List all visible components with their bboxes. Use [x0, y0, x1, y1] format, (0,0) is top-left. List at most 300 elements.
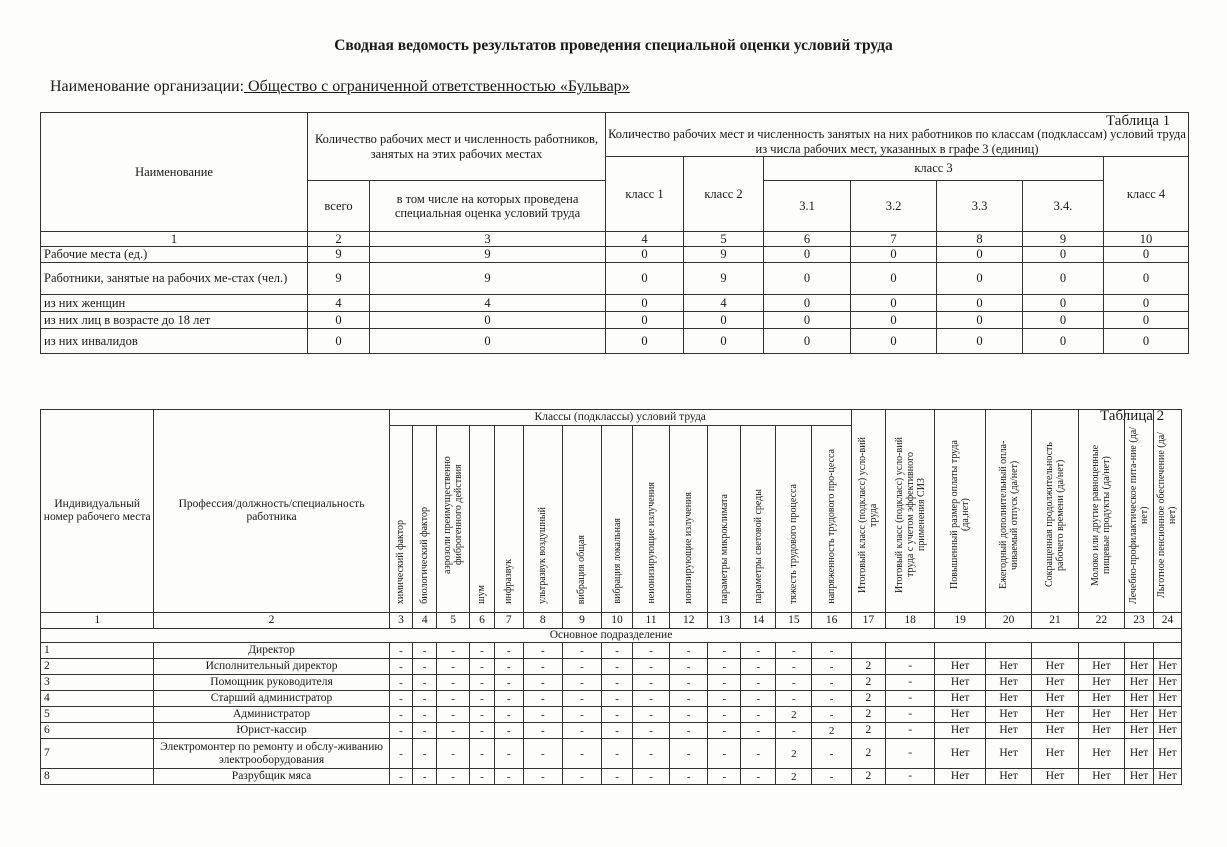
t1-row-name: из них женщин [41, 294, 308, 311]
t2-factor-cell: - [633, 739, 670, 769]
t2-factor-cell: - [437, 739, 470, 769]
t2-factor-cell: - [523, 675, 562, 691]
t2-header-final-class-siz: Итоговый класс (подкласс) усло-вий труда с учетом эффективного применения СИЗ [885, 410, 935, 613]
t2-row [41, 643, 1182, 659]
t2-benefit-cell: Нет [985, 769, 1031, 785]
t2-factor-cell: - [670, 739, 708, 769]
t2-final-siz-cell [885, 643, 935, 659]
t2-final-siz-cell: - [885, 769, 935, 785]
t2-factor-cell: - [523, 643, 562, 659]
t2-header-factor [470, 426, 495, 613]
page-title: Сводная ведомость результатов проведения специальной оценки условий труда [334, 37, 893, 54]
t2-factor-cell: - [494, 739, 523, 769]
t2-factor-cell: - [741, 769, 776, 785]
t2-factor-cell: 2 [776, 739, 812, 769]
t2-factor-cell: 2 [812, 723, 851, 739]
t2-header-factor [523, 426, 562, 613]
t2-factor-cell: - [708, 643, 741, 659]
t2-factor-cell: - [708, 691, 741, 707]
t2-row-id: 3 [41, 675, 154, 691]
t2-factor-cell: - [741, 643, 776, 659]
t2-col-number: 2 [154, 613, 389, 629]
t2-header-factor-label: биологический фактор [419, 507, 431, 604]
t2-final-class-cell: 2 [851, 659, 885, 675]
t2-benefit-cell: Нет [1032, 739, 1078, 769]
t2-col-number: 9 [562, 613, 601, 629]
t1-cell: 0 [370, 328, 606, 353]
t2-header-factor-label: аэрозоли преимущественно фиброгенного действия [442, 456, 465, 574]
t2-factor-cell: 2 [776, 769, 812, 785]
t2-factor-cell: - [633, 675, 670, 691]
t2-factor-cell: - [437, 675, 470, 691]
org-name: Общество с ограниченной ответственностью «Бульвар» [244, 78, 630, 95]
t2-row-id: 8 [41, 769, 154, 785]
t2-factor-cell: - [494, 769, 523, 785]
t2-factor-cell: - [602, 723, 633, 739]
t2-row-profession: Помощник руководителя [154, 675, 389, 691]
t2-benefit-cell: Нет [935, 707, 986, 723]
t2-factor-cell: - [602, 707, 633, 723]
t2-col-number: 23 [1125, 613, 1154, 629]
t2-factor-cell: - [812, 691, 851, 707]
t1-col-number: 10 [1104, 232, 1189, 247]
t1-cell: 9 [684, 247, 764, 262]
t2-col-number: 21 [1032, 613, 1078, 629]
t2-col-number: 8 [523, 613, 562, 629]
t1-cell: 0 [764, 247, 851, 262]
t2-factor-cell: - [708, 769, 741, 785]
t2-header-classes: Классы (подклассы) условий труда [389, 410, 851, 426]
t2-factor-cell: - [741, 707, 776, 723]
t2-factor-cell: - [437, 691, 470, 707]
t2-header-factor [389, 426, 413, 613]
t2-row [41, 723, 1182, 739]
t2-factor-cell: - [602, 691, 633, 707]
t2-factor-cell: - [776, 723, 812, 739]
t2-col-number: 24 [1153, 613, 1181, 629]
t2-header-factor [437, 426, 470, 613]
t2-factor-cell: - [708, 659, 741, 675]
t2-benefit-cell: Нет [1125, 723, 1154, 739]
organization-line [50, 78, 630, 96]
table2-label: Таблица 2 [1100, 408, 1165, 424]
t1-cell: 0 [764, 328, 851, 353]
t2-factor-cell: - [494, 691, 523, 707]
t2-factor-cell: - [523, 739, 562, 769]
t1-col-number: 6 [764, 232, 851, 247]
t2-row [41, 769, 1182, 785]
t2-factor-cell: - [562, 675, 601, 691]
t1-cell: 0 [606, 294, 684, 311]
t2-final-class-cell: 2 [851, 739, 885, 769]
t2-header-factor-label: параметры микроклимата [718, 494, 730, 604]
t1-cell: 9 [308, 247, 370, 262]
t1-cell: 0 [937, 262, 1023, 294]
t2-benefit-cell: Нет [1125, 739, 1154, 769]
t2-factor-cell: - [602, 769, 633, 785]
t2-benefit-cell: Нет [985, 723, 1031, 739]
t2-factor-cell: - [413, 739, 437, 769]
t2-final-class-cell: 2 [851, 675, 885, 691]
t1-cell: 0 [851, 328, 937, 353]
t2-col-number: 12 [670, 613, 708, 629]
t2-benefit-cell: Нет [1125, 707, 1154, 723]
t2-final-siz-cell: - [885, 675, 935, 691]
t1-header-name: Наименование [41, 113, 308, 232]
t2-header-factor-label: вибрация локальная [611, 518, 623, 604]
table1-label: Таблица 1 [1106, 113, 1171, 129]
t2-col-number: 7 [494, 613, 523, 629]
t2-benefit-cell [985, 643, 1031, 659]
t2-factor-cell: - [633, 691, 670, 707]
t2-header-profession: Профессия/должность/специальность работника [154, 410, 389, 613]
t2-header-factor-label: тяжесть трудового процесса [788, 484, 800, 604]
t2-factor-cell: - [708, 739, 741, 769]
t2-benefit-cell: Нет [985, 707, 1031, 723]
t2-header-factor-label: напряженность трудового про-цесса [826, 449, 838, 604]
t2-benefit-cell: Нет [1078, 739, 1124, 769]
t1-cell: 0 [606, 311, 684, 328]
t2-col-number: 14 [741, 613, 776, 629]
t2-final-class-cell: 2 [851, 723, 885, 739]
t2-row [41, 691, 1182, 707]
t2-factor-cell: - [670, 691, 708, 707]
t1-col-number: 8 [937, 232, 1023, 247]
t1-col-number: 1 [41, 232, 308, 247]
t2-final-class-cell: 2 [851, 691, 885, 707]
t2-header-factor-label: шум [476, 585, 488, 604]
t2-col-number: 4 [413, 613, 437, 629]
t1-cell: 0 [684, 328, 764, 353]
t2-col-number: 20 [985, 613, 1031, 629]
t2-factor-cell: - [494, 659, 523, 675]
t2-factor-cell: - [413, 643, 437, 659]
t1-col-number: 7 [851, 232, 937, 247]
t2-factor-cell: - [670, 643, 708, 659]
t2-factor-cell: - [776, 691, 812, 707]
t2-factor-cell: - [670, 769, 708, 785]
t2-row-id: 6 [41, 723, 154, 739]
t2-factor-cell: - [670, 675, 708, 691]
t2-header-factor [776, 426, 812, 613]
t2-col-number: 6 [470, 613, 495, 629]
t2-benefit-cell: Нет [1125, 659, 1154, 675]
t2-row-profession: Администратор [154, 707, 389, 723]
t2-factor-cell: - [437, 769, 470, 785]
t2-benefit-cell: Нет [935, 769, 986, 785]
t2-row-id: 5 [41, 707, 154, 723]
t1-cell: 0 [684, 311, 764, 328]
t1-col-number: 9 [1023, 232, 1104, 247]
t1-header-31: 3.1 [764, 181, 851, 232]
t1-cell: 0 [1104, 262, 1189, 294]
t2-factor-cell: - [562, 643, 601, 659]
t1-cell: 9 [308, 262, 370, 294]
t2-col-number: 10 [602, 613, 633, 629]
t1-cell: 0 [606, 328, 684, 353]
t1-cell: 0 [1023, 311, 1104, 328]
t1-cell: 0 [1104, 294, 1189, 311]
t2-col-number: 22 [1078, 613, 1124, 629]
t1-header-total: всего [308, 181, 370, 232]
t2-row-id: 7 [41, 739, 154, 769]
t2-factor-cell: - [602, 739, 633, 769]
t2-factor-cell: - [389, 739, 413, 769]
t2-benefit-cell: Нет [935, 739, 986, 769]
t2-header-factor [602, 426, 633, 613]
t1-row [41, 247, 1189, 262]
t1-cell: 0 [851, 311, 937, 328]
t1-cell: 0 [1023, 247, 1104, 262]
t2-header-factor [670, 426, 708, 613]
t2-benefit-cell: Нет [1153, 769, 1181, 785]
t2-header-factor-label: инфразвук [503, 559, 515, 604]
t1-row [41, 262, 1189, 294]
t2-header-factor [562, 426, 601, 613]
t2-benefit-cell: Нет [985, 691, 1031, 707]
t1-row [41, 311, 1189, 328]
t2-header-factor-label: параметры световой среды [752, 489, 764, 604]
t1-header-assessed: в том числе на которых проведена специальная оценка условий труда [370, 181, 606, 232]
t2-col-number: 3 [389, 613, 413, 629]
t1-col-number: 3 [370, 232, 606, 247]
t2-factor-cell: - [708, 675, 741, 691]
t2-header-milk: Молоко или другие равноценные пищевые продукты (да/нет) [1078, 410, 1124, 613]
t2-row [41, 739, 1182, 769]
t2-factor-cell: - [470, 643, 495, 659]
t2-factor-cell: - [602, 659, 633, 675]
t1-cell: 0 [851, 262, 937, 294]
t2-row [41, 675, 1182, 691]
t2-benefit-cell: Нет [1032, 769, 1078, 785]
t2-factor-cell: - [413, 691, 437, 707]
t2-benefit-cell: Нет [1153, 675, 1181, 691]
t2-factor-cell: - [523, 769, 562, 785]
t2-benefit-cell: Нет [1153, 707, 1181, 723]
t1-cell: 0 [1104, 311, 1189, 328]
t2-benefit-cell: Нет [1078, 675, 1124, 691]
t2-factor-cell: 2 [776, 707, 812, 723]
t2-section-row: Основное подразделение [41, 629, 1182, 643]
t2-factor-cell: - [523, 723, 562, 739]
t1-cell: 0 [1023, 262, 1104, 294]
t2-factor-cell: - [494, 643, 523, 659]
t2-row-id: 4 [41, 691, 154, 707]
t2-col-number: 17 [851, 613, 885, 629]
t1-col-number: 5 [684, 232, 764, 247]
t2-row-id: 2 [41, 659, 154, 675]
t2-factor-cell: - [776, 643, 812, 659]
t2-header-factor-label: ионизирующие излучения [683, 492, 695, 604]
t2-header-pension: Льготное пенсионное обеспечение (да/нет) [1153, 410, 1181, 613]
t1-cell: 4 [684, 294, 764, 311]
t1-header-32: 3.2 [851, 181, 937, 232]
t2-final-siz-cell: - [885, 691, 935, 707]
t1-header-class3: класс 3 [764, 157, 1104, 181]
t2-row-profession: Исполнительный директор [154, 659, 389, 675]
t2-factor-cell: - [470, 707, 495, 723]
t2-factor-cell: - [741, 675, 776, 691]
t2-header-factor [633, 426, 670, 613]
t2-benefit-cell: Нет [1125, 675, 1154, 691]
t2-factor-cell: - [470, 675, 495, 691]
t2-final-siz-cell: - [885, 659, 935, 675]
t2-final-siz-cell: - [885, 707, 935, 723]
t2-col-number: 11 [633, 613, 670, 629]
summary-table [40, 112, 1189, 354]
t2-factor-cell: - [523, 659, 562, 675]
t1-cell: 0 [764, 294, 851, 311]
t2-factor-cell: - [741, 739, 776, 769]
t2-factor-cell: - [470, 691, 495, 707]
t2-factor-cell: - [633, 723, 670, 739]
workplace-table [40, 409, 1182, 785]
t1-cell: 4 [370, 294, 606, 311]
t2-benefit-cell [1078, 643, 1124, 659]
t2-benefit-cell: Нет [935, 723, 986, 739]
t2-factor-cell: - [413, 769, 437, 785]
t2-header-factor-label: химический фактор [395, 519, 407, 604]
t2-benefit-cell: Нет [1153, 723, 1181, 739]
t2-factor-cell: - [494, 723, 523, 739]
t2-benefit-cell: Нет [1078, 769, 1124, 785]
t1-header-class4: класс 4 [1104, 157, 1189, 232]
t2-row-profession: Электромонтер по ремонту и обслу-живанию электрооборудования [154, 739, 389, 769]
t2-factor-cell: - [670, 723, 708, 739]
t2-factor-cell: - [812, 675, 851, 691]
t2-final-class-cell: 2 [851, 707, 885, 723]
t1-cell: 0 [308, 328, 370, 353]
t2-row-profession: Юрист-кассир [154, 723, 389, 739]
t1-header-class1: класс 1 [606, 157, 684, 232]
t1-cell: 0 [937, 294, 1023, 311]
t2-row-profession: Разрубщик мяса [154, 769, 389, 785]
t2-benefit-cell: Нет [985, 675, 1031, 691]
t2-factor-cell: - [389, 769, 413, 785]
t2-factor-cell: - [437, 707, 470, 723]
t2-factor-cell: - [413, 707, 437, 723]
t1-header-33: 3.3 [937, 181, 1023, 232]
t1-col-number: 2 [308, 232, 370, 247]
t2-header-factor [708, 426, 741, 613]
t1-cell: 0 [851, 294, 937, 311]
t1-col-number: 4 [606, 232, 684, 247]
t2-col-number: 1 [41, 613, 154, 629]
t1-cell: 0 [308, 311, 370, 328]
t2-col-number: 13 [708, 613, 741, 629]
t2-factor-cell: - [389, 675, 413, 691]
t2-header-id: Индивидуальный номер рабочего места [41, 410, 154, 613]
t1-cell: 0 [937, 247, 1023, 262]
t2-factor-cell: - [494, 675, 523, 691]
t2-benefit-cell: Нет [1032, 707, 1078, 723]
t2-col-number: 18 [885, 613, 935, 629]
t2-benefit-cell: Нет [985, 739, 1031, 769]
t1-header-34: 3.4. [1023, 181, 1104, 232]
t1-cell: 0 [606, 247, 684, 262]
t2-factor-cell: - [470, 659, 495, 675]
t2-factor-cell: - [633, 659, 670, 675]
t1-cell: 9 [370, 247, 606, 262]
org-label: Наименование организации: [50, 78, 245, 95]
t2-header-factor [812, 426, 851, 613]
t2-col-number: 16 [812, 613, 851, 629]
t2-header-leave: Ежегодный дополнительный опла-чиваемый отпуск (да/нет) [985, 410, 1031, 613]
t1-header-count: Количество рабочих мест и численность работников, занятых на этих рабочих местах [308, 113, 606, 181]
t2-row [41, 659, 1182, 675]
t2-benefit-cell: Нет [1032, 691, 1078, 707]
t2-factor-cell: - [633, 769, 670, 785]
t2-factor-cell: - [389, 659, 413, 675]
t1-cell: 0 [1023, 294, 1104, 311]
t2-header-factor-label: неионизирующие излучения [645, 482, 657, 604]
t2-factor-cell: - [708, 723, 741, 739]
t2-factor-cell: - [562, 739, 601, 769]
t2-factor-cell: - [670, 707, 708, 723]
t2-factor-cell: - [562, 659, 601, 675]
t2-header-factor-label: вибрация общая [576, 534, 588, 604]
t2-header-final-class: Итоговый класс (подкласс) усло-вий труда [851, 410, 885, 613]
t1-cell: 0 [937, 328, 1023, 353]
t2-benefit-cell: Нет [1032, 675, 1078, 691]
t2-factor-cell: - [494, 707, 523, 723]
t2-factor-cell: - [413, 675, 437, 691]
t2-final-siz-cell: - [885, 739, 935, 769]
t2-factor-cell: - [812, 659, 851, 675]
t2-factor-cell: - [523, 691, 562, 707]
t2-header-factor [741, 426, 776, 613]
t2-benefit-cell: Нет [985, 659, 1031, 675]
t2-factor-cell: - [562, 769, 601, 785]
t2-factor-cell: - [470, 769, 495, 785]
t2-benefit-cell: Нет [1125, 691, 1154, 707]
t2-factor-cell: - [413, 723, 437, 739]
t2-factor-cell: - [437, 659, 470, 675]
t1-cell: 0 [1104, 328, 1189, 353]
t2-factor-cell: - [470, 723, 495, 739]
t2-col-number: 5 [437, 613, 470, 629]
t2-header-hours: Сокращенная продолжительность рабочего времени (да/нет) [1032, 410, 1078, 613]
t2-row-profession: Старший администратор [154, 691, 389, 707]
t1-cell: 9 [370, 262, 606, 294]
t1-row [41, 294, 1189, 311]
t2-row-profession: Директор [154, 643, 389, 659]
t2-factor-cell: - [812, 769, 851, 785]
t2-header-factor [494, 426, 523, 613]
t2-factor-cell: - [389, 691, 413, 707]
t2-factor-cell: - [602, 675, 633, 691]
t2-header-factor-label: ультразвук воздушный [537, 507, 549, 604]
t2-factor-cell: - [389, 707, 413, 723]
t2-factor-cell: - [413, 659, 437, 675]
t2-col-number: 19 [935, 613, 986, 629]
t2-factor-cell: - [562, 723, 601, 739]
t2-benefit-cell: Нет [1153, 691, 1181, 707]
t2-factor-cell: - [562, 691, 601, 707]
t2-factor-cell: - [562, 707, 601, 723]
t2-benefit-cell: Нет [1078, 691, 1124, 707]
t2-final-class-cell: 2 [851, 769, 885, 785]
t2-row [41, 707, 1182, 723]
t2-header-food: Лечебно-профилактическое пита-ние (да/нет) [1125, 410, 1154, 613]
t2-factor-cell: - [776, 675, 812, 691]
t1-row-name: из них лиц в возрасте до 18 лет [41, 311, 308, 328]
t2-benefit-cell: Нет [1032, 659, 1078, 675]
t1-row-name: Рабочие места (ед.) [41, 247, 308, 262]
t2-benefit-cell [935, 643, 986, 659]
t2-factor-cell: - [776, 659, 812, 675]
t2-factor-cell: - [633, 643, 670, 659]
